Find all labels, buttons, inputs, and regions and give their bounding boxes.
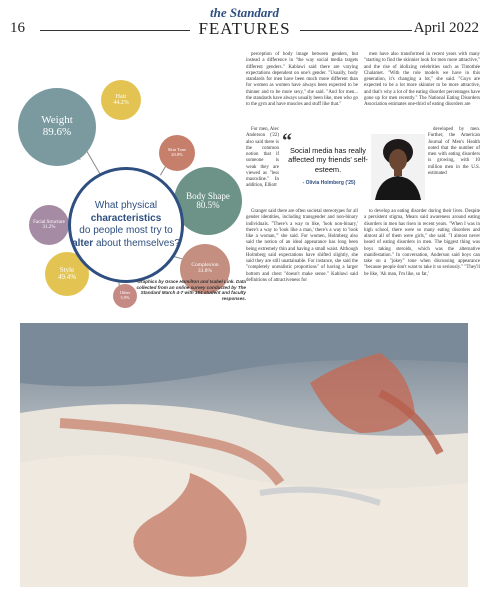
question-text: do people most try to (79, 225, 173, 236)
bubble-label: Skin Tone (167, 147, 187, 153)
bubble-skin-tone (159, 135, 195, 171)
article-column-2-narrow (428, 127, 480, 178)
bubble-label: Body Shape (186, 190, 230, 201)
page-number: 16 (10, 20, 25, 36)
bubble-label: Complexion (191, 262, 219, 269)
artwork-painting (20, 323, 468, 587)
bubble-value: 49.4% (57, 273, 77, 281)
paragraph: men have also transformed in recent years with many "starting to find the skinnier look for men more attractive," and the rise of idolizing celebrities such as Timothée Chalamet. "With the role models we have in this generation, it's changing a lot," she said. "Guys are expected to be a lot more skinnier to be more attractive, and that's why a lot of the eating disorder percentages have gone up for men recently." The National Eating Disorders Association estimates one-third of eating disorders are (364, 52, 480, 108)
article-column-2-top (364, 52, 480, 109)
question-keyword-alter: alter (72, 237, 94, 249)
paragraph: developed by men. Further, the American Journal of Men's Health noted that the number of men with eating disorders is growing, with 10 million men in the U.S. estimated (428, 127, 480, 176)
paragraph: perception of body image between genders, but instead a difference in "the way social media targets different genders." Kablawi said there are varying expectations dependent on one's gender. "Usually, body standards for men have been much more different than for women as women have always been expected to be thinner and to be more sexy," she said. "And for men... the standards have always usually been like, men who go to the gym and have muscles and stuff like that." (246, 52, 358, 108)
bubble-label: Other (119, 290, 131, 296)
paragraph: to develop an eating disorder during their lives. Despite a persistent stigma, Mears said awareness around eating disorders in men has risen in recent years. "When I was in high school, there were so many eating disorders and almost all of them were girls," she said. "I almost never heard of eating disorders in men. The biggest thing was boys taking steroids, which was the alternative manifestation." In conversation, Anderson said boys can take on a "jokey" tone when discussing appearance "because people don't want to take it so seriously." "They'll be like, 'Ah man, I'm like, so fat,' (364, 209, 480, 277)
bubble-body-shape (174, 167, 242, 235)
bubble-value: 80.5% (196, 200, 220, 210)
article-column-1-bottom (246, 209, 358, 285)
bubble-label: Weight (41, 114, 73, 127)
paragraph: For men, Alec Anderson ('22) also said there is the common notion that if someone is weak they are viewed as "less masculine." In addition, Elliott (246, 127, 279, 189)
infographic-question (68, 167, 184, 283)
bubble-hair (101, 80, 141, 120)
infographic (0, 40, 245, 320)
bubble-value: 31.2% (42, 225, 56, 230)
header-rule-right (300, 30, 412, 31)
bubble-weight (18, 88, 96, 166)
question-text: about themselves? (95, 237, 180, 249)
masthead-kicker: the Standard (210, 5, 279, 20)
portrait-photo (371, 134, 425, 200)
bubble-label: Facial Structure (33, 219, 65, 225)
article-column-1-top (246, 52, 358, 109)
pull-quote-text: Social media has really affected my friends' self-esteem. (288, 146, 368, 174)
bubble-value: 20.8% (171, 152, 183, 157)
bubble-label: Hair (115, 93, 127, 100)
paragraph: Granger said there are often societal stereotypes for all gender identities, including transgender and non-binary individuals. "There's a way to like, 'look non-binary,' there's a way to 'look like a man,' there's a way to 'look like a woman,'" she said. For women, Holmberg also said the notion of an ideal appearance has long been being extremely thin and having a small waist. Although Holmberg said expectations have shifted slightly, she said they are still unattainable. For instance, she said the "completely unrealistic proportions" of having a larger bottom and chest "doesn't make sense." Kablawi said definitions of attractiveness for (246, 209, 359, 283)
header-rule-left (40, 30, 190, 31)
graphic-credit: Graphics by Grace Hamilton and Isabel Link. Data collected from an online survey conducted by The Standard March 4-7 with 154 student and faculty responses. (136, 279, 246, 302)
bubble-value: 33.8% (197, 268, 213, 274)
bubble-value: 44.2% (113, 100, 129, 106)
bubble-value: 89.6% (42, 126, 72, 138)
question-keyword: characteristics (90, 212, 162, 224)
bubble-facial-structure (29, 205, 69, 245)
article-column-1-narrow (246, 127, 279, 191)
open-quote-mark: “ (282, 130, 292, 152)
pull-quote-attribution: - Olivia Holmberg ('25) (302, 180, 356, 186)
question-text: What physical (94, 200, 158, 211)
issue-date: April 2022 (413, 20, 479, 36)
section-title: FEATURES (198, 19, 291, 38)
article-column-2-bottom (364, 209, 480, 279)
bubble-value: 3.9% (120, 295, 130, 300)
bubble-label: Style (59, 265, 75, 274)
